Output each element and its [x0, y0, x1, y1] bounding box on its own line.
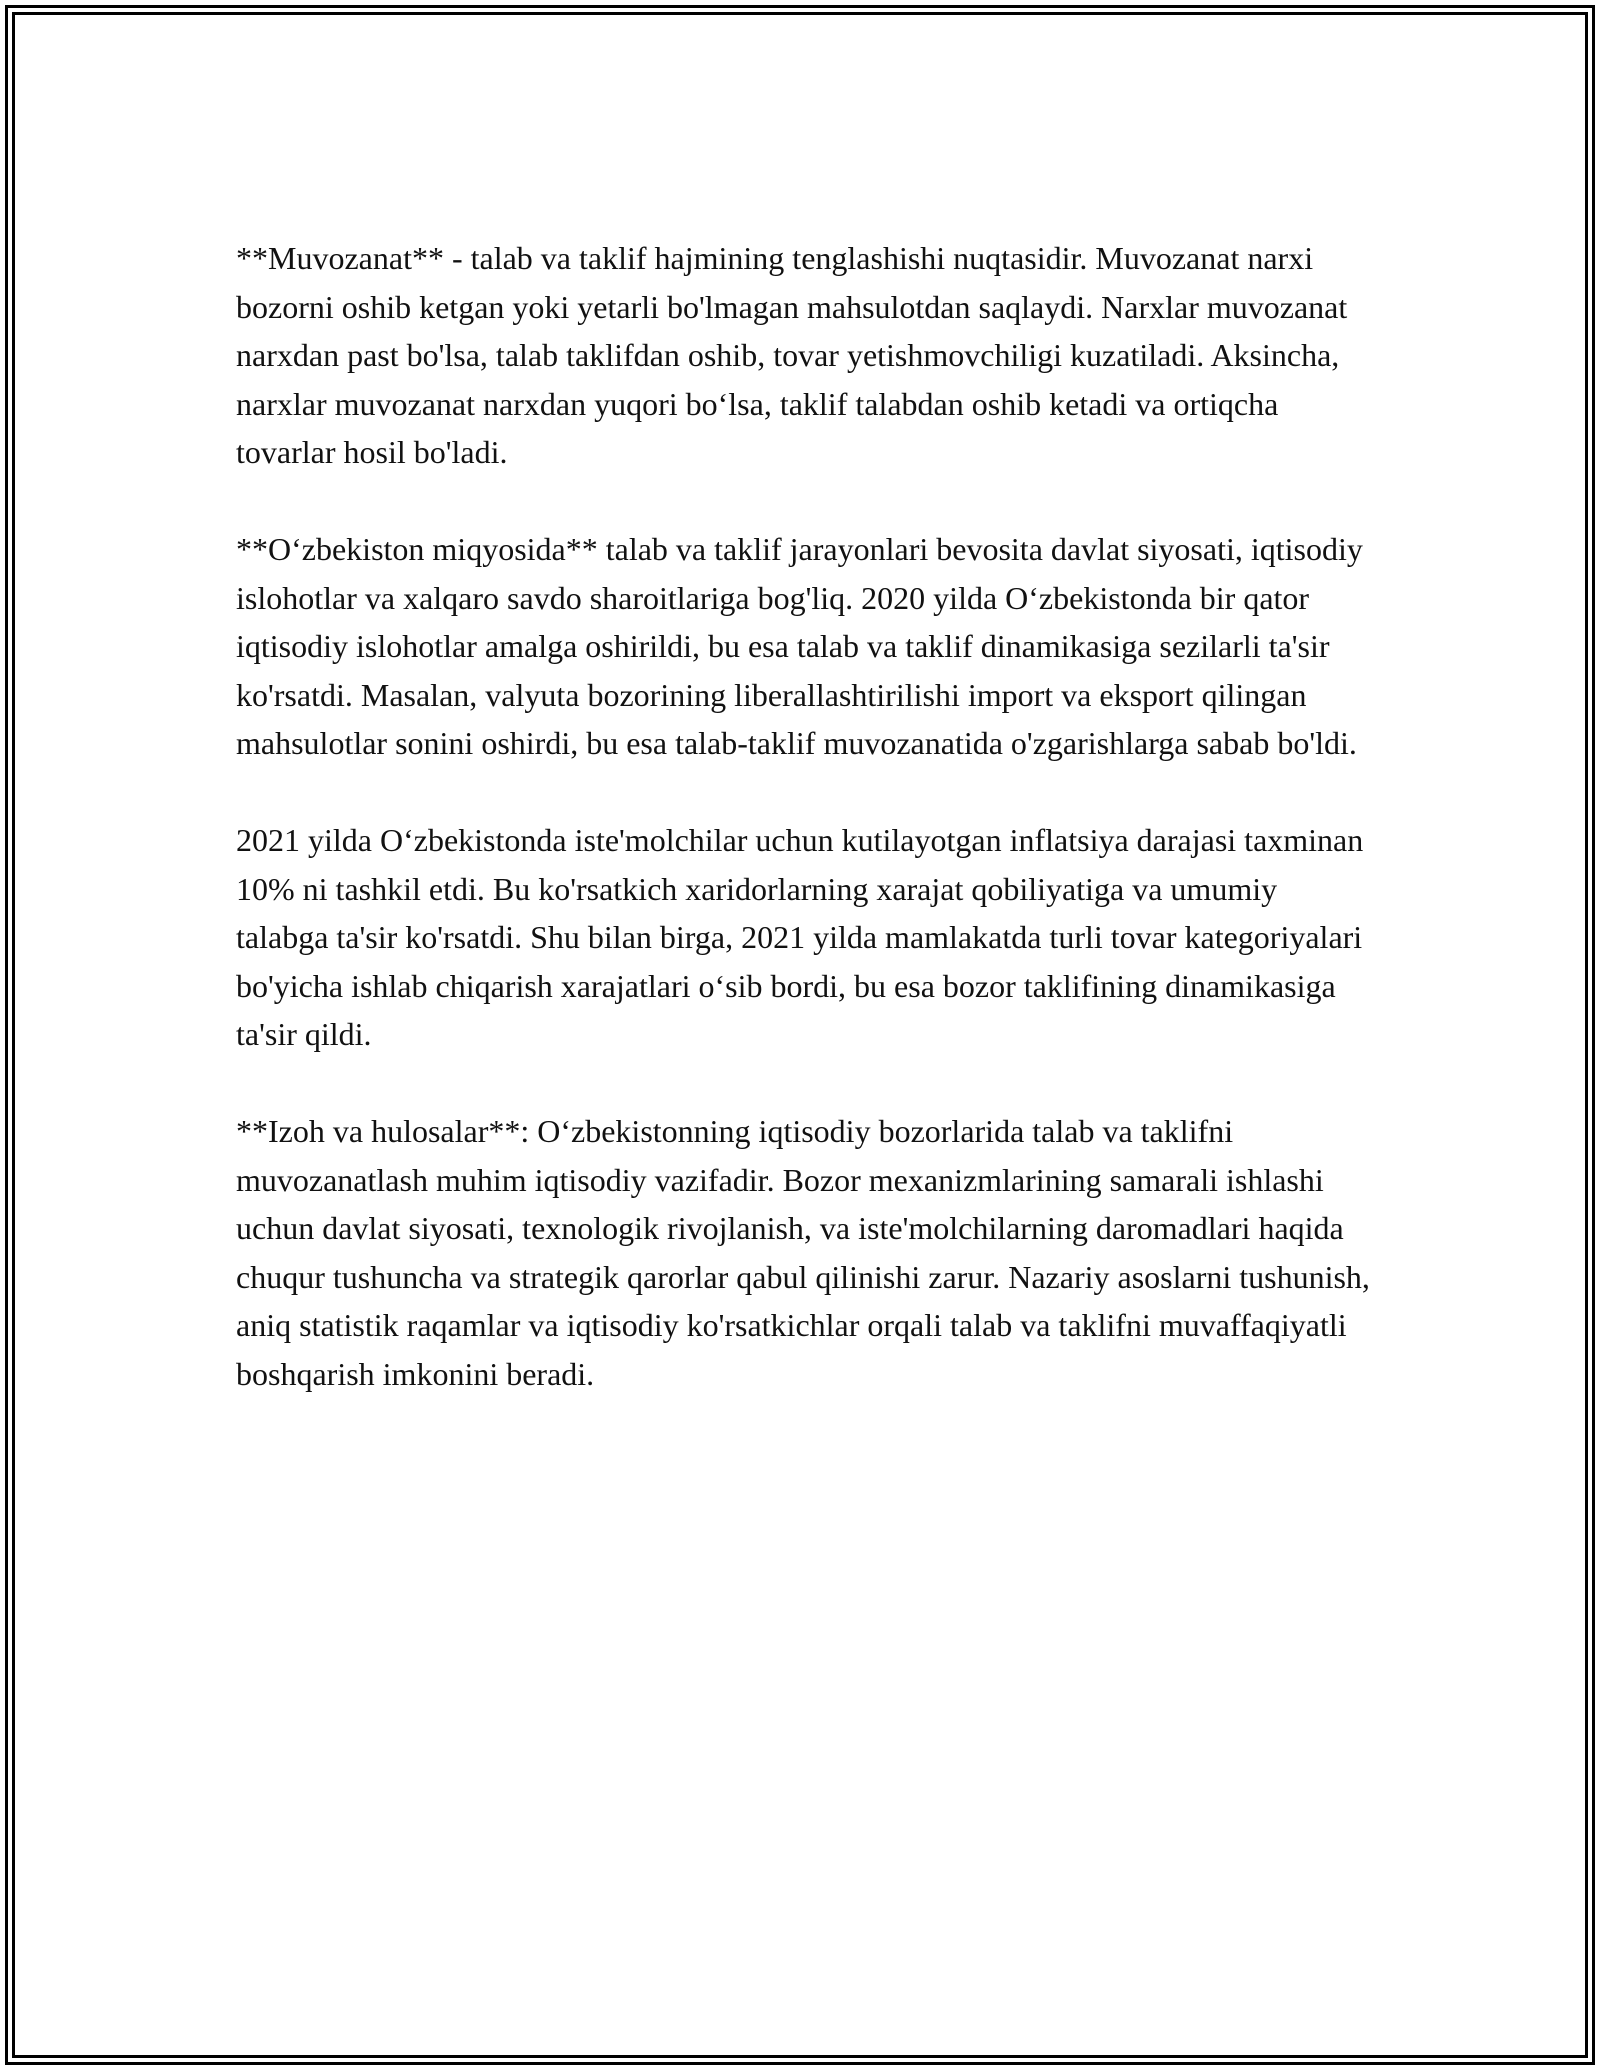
document-body: [236, 234, 1376, 1447]
paragraph-izoh-va-hulosalar: **Izoh va hulosalar**: O‘zbekistonning iqtisodiy bozorlarida talab va taklifni muvozanatlash muhim iqtisodiy vazifadir. Bozor mexanizmlarining samarali ishlashi uchun davlat siyosati, texnologik rivojlanish, va iste'molchilarning daromadlari haqida chuqur tushuncha va strategik qarorlar qabul qilinishi zarur. Nazariy asoslarni tushunish, aniq statistik raqamlar va iqtisodiy ko'rsatkichlar orqali talab va taklifni muvaffaqiyatli boshqarish imkonini beradi.: [236, 1113, 1370, 1392]
paragraph-ozbekiston-miqyosida: **O‘zbekiston miqyosida** talab va taklif jarayonlari bevosita davlat siyosati, iqtisodiy islohotlar va xalqaro savdo sharoitlariga bog'liq. 2020 yilda O‘zbekistonda bir qator iqtisodiy islohotlar amalga oshirildi, bu esa talab va taklif dinamikasiga sezilarli ta'sir ko'rsatdi. Masalan, valyuta bozorining liberallashtirilishi import va eksport qilingan mahsulotlar sonini oshirdi, bu esa talab-taklif muvozanatida o'zgarishlarga sabab bo'ldi.: [236, 531, 1363, 761]
paragraph-muvozanat: **Muvozanat** - talab va taklif hajmining tenglashishi nuqtasidir. Muvozanat narxi bozorni oshib ketgan yoki yetarli bo'lmagan mahsulotdan saqlaydi. Narxlar muvozanat narxdan past bo'lsa, talab taklifdan oshib, tovar yetishmovchiligi kuzatiladi. Aksincha, narxlar muvozanat narxdan yuqori bo‘lsa, taklif talabdan oshib ketadi va ortiqcha tovarlar hosil bo'ladi.: [236, 240, 1348, 470]
paragraph-2021-inflatsiya: 2021 yilda O‘zbekistonda iste'molchilar uchun kutilayotgan inflatsiya darajasi taxminan 10% ni tashkil etdi. Bu ko'rsatkich xaridorlarning xarajat qobiliyatiga va umumiy talabga ta'sir ko'rsatdi. Shu bilan birga, 2021 yilda mamlakatda turli tovar kategoriyalari bo'yicha ishlab chiqarish xarajatlari o‘sib bordi, bu esa bozor taklifining dinamikasiga ta'sir qildi.: [236, 822, 1364, 1052]
